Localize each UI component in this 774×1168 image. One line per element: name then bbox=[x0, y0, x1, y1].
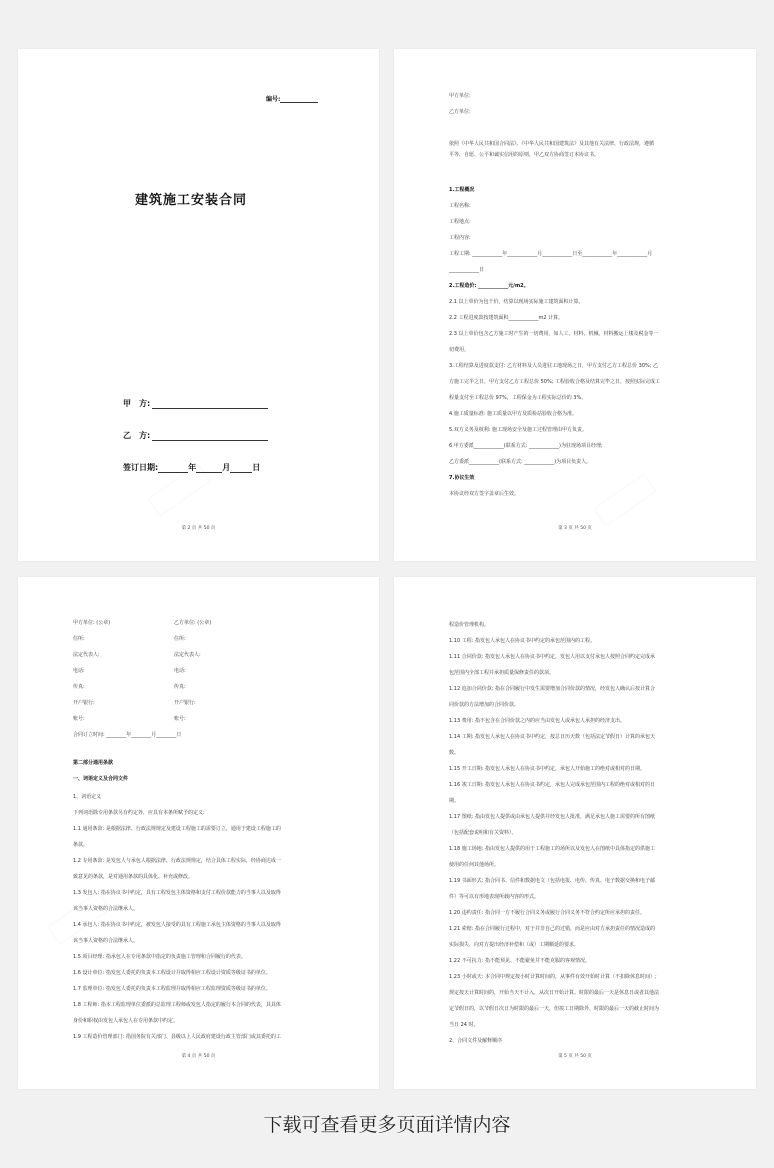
party-b-info: 传真: bbox=[174, 684, 186, 690]
text-line: 1.1 通用条款: 是根据法律、行政法规规定及建设工程施工的需要订立，通用于建设工程施工的 bbox=[73, 826, 281, 832]
page-title: 建筑施工安装合同 bbox=[135, 193, 248, 208]
party-a-info: 住所: bbox=[73, 636, 85, 642]
text-line: 1.17 图纸: 指由发包人提供或由承包人提供并经发包人批准，满足承包人施工需要的所有图纸 bbox=[449, 814, 656, 820]
party-a-info: 账号: bbox=[73, 716, 85, 722]
text-line: 1.3 发包人: 指在协议书中约定，具有工程发包主体资格和支付工程价款能力的当事人以及取得 bbox=[73, 890, 281, 896]
text-line: 使用的任何其他场所。 bbox=[449, 862, 500, 868]
watermark bbox=[47, 891, 110, 945]
text-line: 4.施工质量标准: 施工质量以甲方及质检站验收合格为准。 bbox=[449, 411, 578, 417]
text-line: 方施工完半之日，甲方支付乙方工程总价 50%; 工程验收合格及结算完毕之日，按照实际完成工 bbox=[449, 379, 660, 385]
watermark bbox=[593, 473, 656, 527]
party-b-info: 开户银行: bbox=[174, 700, 196, 706]
page-general-terms bbox=[18, 577, 379, 1089]
text-line: 依照《中华人民共和国合同法》、《中华人民共和国建筑法》及其他有关法律、行政法规，遵循 bbox=[449, 141, 655, 147]
page-footer: 第 3 页 共 50 页 bbox=[558, 526, 592, 531]
text-line: 1.10 工程: 指发包人承包人在协议书中约定的承包范围内的工程。 bbox=[449, 638, 595, 644]
contract-number-blank bbox=[280, 96, 318, 103]
text-line: 致意见的条款，是对通用条款的具体化、补充或修改。 bbox=[73, 874, 194, 880]
text-line: 1.22 不可抗力: 指不能预见、不能避免并不能克服的客观情况。 bbox=[449, 958, 590, 964]
day-label: 日 bbox=[252, 463, 261, 472]
party-b-info: 账号: bbox=[174, 716, 186, 722]
text-line: 1.23 小时或天: 本合同中规定按小时计算时间的，从事件有效开始时计算（不扣除休息时间）; bbox=[449, 974, 657, 980]
text-line: 1.11 合同价款: 指发包人承包人在协议书中约定，发包人用以支付承包人按照合同约定完成承 bbox=[449, 654, 656, 660]
text-line: 切费用。 bbox=[449, 347, 470, 353]
text-line: 1.6 设计单位: 指发包人委托的负责本工程设计并取得相应工程设计资质等级证书的单位。 bbox=[73, 970, 271, 976]
text-line: 5.双方义务及权利: 施工现场安全及施工过程管理由甲方负责。 bbox=[449, 427, 588, 433]
text-line: 下列词语除专用条款另有约定外，应具有本条所赋予的定义: bbox=[73, 810, 205, 816]
text-line: 1.20 违约责任: 指合同一方不履行合同义务或履行合同义务不符合约定所应承担的责任。 bbox=[449, 910, 646, 916]
party-a-label: 甲 方: bbox=[123, 399, 151, 408]
text-line: ____________日 bbox=[449, 267, 485, 273]
text-line: 规定按天计算时间的，开始当天不计入，从次日开始计算。时限的最后一天是休息日或者其他法 bbox=[449, 990, 660, 996]
text-line: 数。 bbox=[449, 750, 460, 756]
text-line: 当日 24 时。 bbox=[449, 1022, 479, 1028]
text-line: 1、词语定义 bbox=[73, 794, 102, 800]
text-line: 程造价管理机构。 bbox=[449, 622, 490, 628]
party-b-info: 住所: bbox=[174, 636, 186, 642]
text-line: 实际损失，向对方提出经济补偿和（或）工期顺延的要求。 bbox=[449, 942, 580, 948]
text-line: 2.工程造价: ____________元/m2。 bbox=[449, 283, 529, 289]
text-line: 2、合同文件及解释顺序 bbox=[449, 1038, 503, 1044]
text-line: 程量支付至工程总价 97%，工程保金为工程实际总价的 3%。 bbox=[449, 395, 587, 401]
text-line: 同价款的方法增加的合同价款。 bbox=[449, 702, 520, 708]
text-line: 2.2 工程进度款按建筑面积____________m2 计算。 bbox=[449, 315, 564, 321]
sign-date-label: 签订日期: bbox=[123, 463, 159, 472]
text-line: 6.甲方委派____________(联系方式: ____________)为驻现场项目经理; bbox=[449, 443, 603, 449]
text-line: （包括配套说明和有关资料）。 bbox=[449, 830, 517, 836]
text-line: 本协议经双方签字盖章后生效。 bbox=[449, 491, 520, 497]
party-a-info: 法定代表人: bbox=[73, 652, 100, 658]
contract-number bbox=[266, 94, 318, 103]
text-line: 包范围内全部工程并承担质量保修责任的款项。 bbox=[449, 670, 555, 676]
text-line: 乙方单位: bbox=[449, 109, 471, 115]
text-line: 平等、自愿、公平和诚实信用的原则，甲乙双方协商签订本协议书。 bbox=[449, 152, 600, 158]
text-line: 1.2 专用条款: 是发包人与承包人根据法律、行政法规规定，结合具体工程实际，经协商达成一 bbox=[73, 858, 281, 864]
text-line: 1.工程概况 bbox=[449, 187, 475, 193]
text-line: 2.3 以上单价包含乙方施工时产生的一切费用，如人工、材料、机械、材料搬运上楼及税金等一 bbox=[449, 331, 659, 337]
text-line: 身份和职权由发包人承包人在专用条款中约定。 bbox=[73, 1018, 179, 1024]
text-line: 1.8 工程师: 指本工程监理单位委派的总监理工程师或发包人指定的履行本合同的代表，其具体 bbox=[73, 1002, 281, 1008]
text-line: 1.5 项目经理: 指承包人在专用条款中指定的负责施工管理和合同履行的代表。 bbox=[73, 954, 246, 960]
party-a-blank bbox=[152, 399, 268, 409]
text-line: 该当事人资格的合法继承人。 bbox=[73, 938, 139, 944]
text-line: 定节假日的，以节假日次日为时限的最后一天，但竣工日期除外。时限的最后一天的截止时间为 bbox=[449, 1006, 660, 1012]
party-a-info: 传真: bbox=[73, 684, 85, 690]
text-line: 该当事人资格的合法继承人。 bbox=[73, 906, 139, 912]
text-line: 工程地点: bbox=[449, 219, 471, 225]
text-line: 1.9 工程造价管理部门: 指国务院有关部门、县级以上人民政府建设行政主管部门或其委托的工 bbox=[73, 1034, 281, 1040]
text-line: 期。 bbox=[449, 798, 460, 804]
party-b-field bbox=[123, 430, 268, 441]
text-line: 件）等可以有形地表现所载内容的形式。 bbox=[449, 894, 540, 900]
text-line: 工程工期: ____________年____________月____________日至____________年____________月 bbox=[449, 251, 653, 257]
month-label: 月 bbox=[222, 463, 231, 472]
party-a-info: 电话: bbox=[73, 668, 85, 674]
text-line: 1.16 竣工日期: 指发包人承包人在协议书约定，承包人完成承包范围内工程的绝对或相对的日 bbox=[449, 782, 656, 788]
page-footer: 第 2 页 共 50 页 bbox=[181, 526, 216, 531]
text-line: 1.18 施工场地: 指由发包人提供的用于工程施工的场所以及发包人在图纸中具体指定的供施工 bbox=[449, 846, 656, 852]
text-line: 2.1 以上单价为包干价，结算以现场实际施工建筑面积计算。 bbox=[449, 299, 584, 305]
party-b-info: 电话: bbox=[174, 668, 186, 674]
party-a-info: 甲方单位: (公章) bbox=[73, 620, 111, 626]
text-line: 一、词语定义及合同文件 bbox=[73, 776, 129, 782]
text-line: 甲方单位: bbox=[449, 93, 471, 99]
contract-number-label: 编号: bbox=[266, 96, 281, 103]
text-line: 条款。 bbox=[73, 842, 89, 848]
text-line: 7.协议生效 bbox=[449, 475, 475, 481]
text-line: 工程名称: bbox=[449, 203, 471, 209]
party-a-info: 开户银行: bbox=[73, 700, 95, 706]
party-b-info: 法定代表人: bbox=[174, 652, 201, 658]
text-line: 第二部分通用条款 bbox=[73, 760, 114, 766]
page-definitions bbox=[394, 577, 756, 1089]
text-line: 1.19 书面形式: 指合同书、信件和数据电文（包括电报、电传、传真、电子数据交换和电子邮 bbox=[449, 878, 656, 884]
text-line: 1.13 费用: 指不包含在合同价款之内的应当由发包人或承包人承担的经济支出。 bbox=[449, 718, 625, 724]
text-line: 乙方委派____________(联系方式: ____________)为项目负责人。 bbox=[449, 459, 592, 465]
text-line: 1.12 追加合同价款: 指在合同履行中发生需要增加合同价款的情况，经发包人确认后按计算合 bbox=[449, 686, 656, 692]
text-line: 1.15 开工日期: 指发包人承包人在协议书中约定，承包人开始施工的绝对或相对的日期。 bbox=[449, 766, 646, 772]
day-blank bbox=[230, 463, 252, 473]
text-line: 1.21 索赔: 指在合同履行过程中，对于并非自己的过错，而是应由对方承担责任的情况造成的 bbox=[449, 926, 656, 932]
page-footer: 第 5 页 共 50 页 bbox=[558, 1054, 592, 1059]
page-footer: 第 4 页 共 50 页 bbox=[181, 1054, 216, 1059]
download-caption: 下载可查看更多页面详情内容 bbox=[263, 1114, 511, 1136]
party-b-blank bbox=[152, 431, 268, 441]
text-line: 工程内容: bbox=[449, 235, 471, 241]
page-agreement bbox=[394, 49, 756, 561]
text-line: 1.4 承包人: 指在协议书中约定，被发包人接受的具有工程施工承包主体资格的当事人以及取得 bbox=[73, 922, 281, 928]
year-label: 年 bbox=[188, 463, 197, 472]
party-b-info: 乙方单位: (公章) bbox=[174, 620, 212, 626]
text-line: 3.工程结算及进度款支付: 乙方材料及人员进驻工地现场之日，甲方支付乙方工程总价 30%; 乙 bbox=[449, 363, 659, 369]
text-line: 1.7 监理单位: 指发包人委托的负责本工程监理并取得相应工程监理资质等级证书的单位。 bbox=[73, 986, 271, 992]
contract-sign-date: 合同订立时间: ________年________月________日 bbox=[73, 732, 182, 738]
text-line: 1.14 工期: 指发包人承包人在协议书中约定，按总日历天数（包括法定节假日）计算的承包天 bbox=[449, 734, 656, 740]
year-blank bbox=[158, 463, 188, 473]
party-b-label: 乙 方: bbox=[123, 431, 151, 440]
page-cover bbox=[18, 49, 379, 561]
party-a-field bbox=[123, 398, 268, 409]
